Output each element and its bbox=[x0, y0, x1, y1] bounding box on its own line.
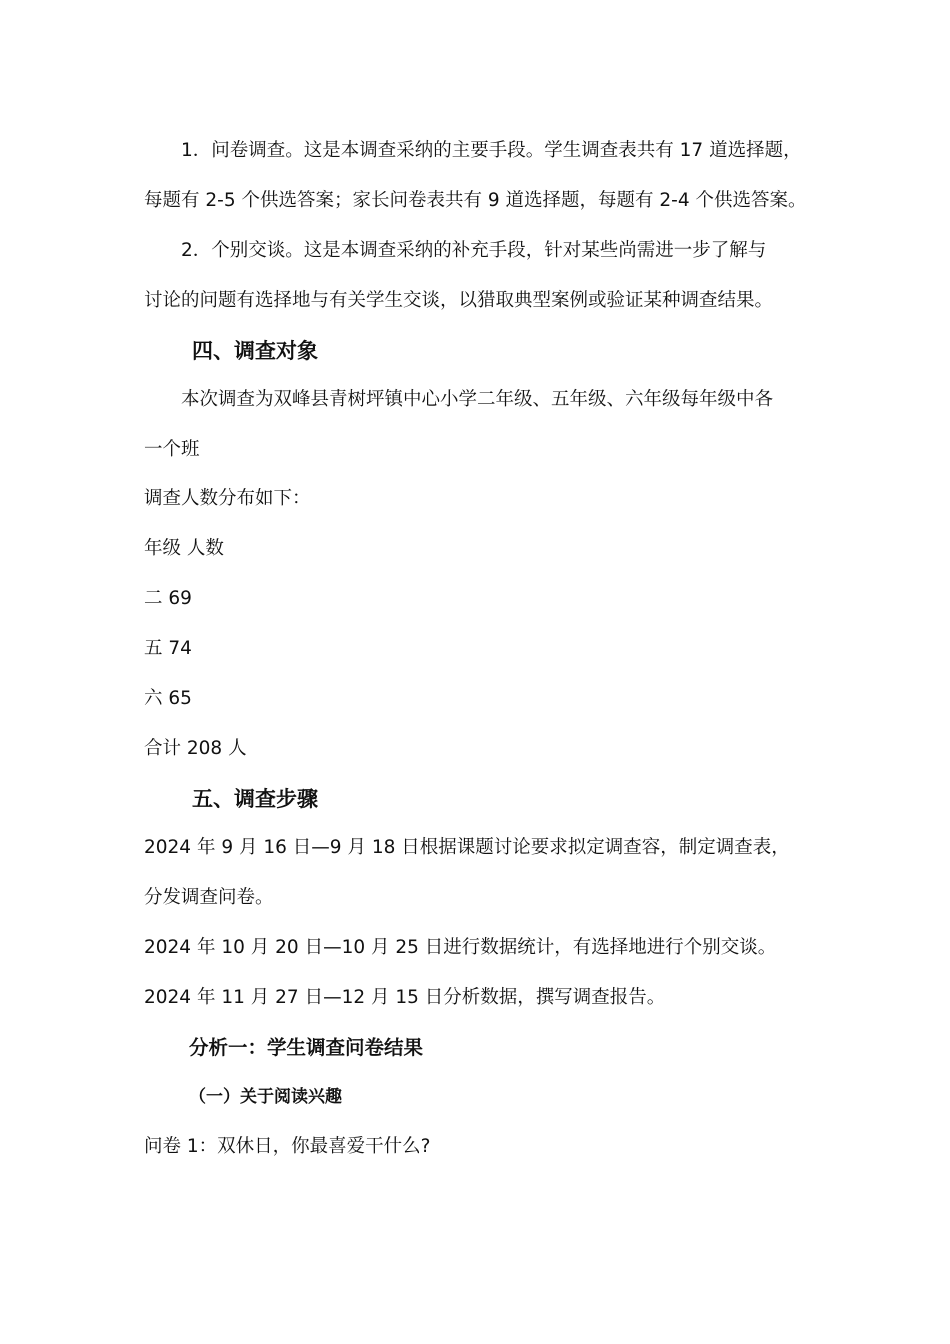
table-header: 年级 人数 bbox=[144, 538, 224, 559]
analysis-subheading: （一）关于阅读兴趣 bbox=[189, 1087, 342, 1107]
step-3: 2024 年 11 月 27 日—12 月 15 日分析数据，撰写调查报告。 bbox=[144, 987, 666, 1008]
step-1-line-2: 分发调查问卷。 bbox=[144, 887, 274, 908]
distribution-label: 调查人数分布如下： bbox=[144, 488, 311, 509]
step-2: 2024 年 10 月 20 日—10 月 25 日进行数据统计，有选择地进行个别交谈。 bbox=[144, 937, 777, 958]
subjects-intro-line-1: 本次调查为双峰县青树坪镇中心小学二年级、五年级、六年级每年级中各 bbox=[181, 389, 774, 410]
question-1: 问卷 1：双休日，你最喜爱干什么? bbox=[144, 1136, 431, 1157]
table-total: 合计 208 人 bbox=[144, 738, 247, 759]
subjects-intro-line-2: 一个班 bbox=[144, 439, 200, 460]
section-heading-subjects: 四、调查对象 bbox=[192, 339, 318, 363]
step-1-line-1: 2024 年 9 月 16 日—9 月 18 日根据课题讨论要求拟定调查容，制定调查表， bbox=[144, 837, 790, 858]
section-heading-steps: 五、调查步骤 bbox=[192, 787, 318, 811]
method-paragraph-1-line-2: 每题有 2-5 个供选答案；家长问卷表共有 9 道选择题，每题有 2-4 个供选答案。 bbox=[144, 190, 807, 211]
table-row: 二 69 bbox=[144, 588, 192, 609]
analysis-heading: 分析一：学生调查问卷结果 bbox=[189, 1036, 424, 1059]
method-paragraph-2-line-1: 2．个别交谈。这是本调查采纳的补充手段，针对某些尚需进一步了解与 bbox=[181, 240, 767, 261]
method-paragraph-2-line-2: 讨论的问题有选择地与有关学生交谈，以猎取典型案例或验证某种调查结果。 bbox=[144, 290, 774, 311]
table-row: 六 65 bbox=[144, 688, 192, 709]
method-paragraph-1-line-1: 1．问卷调查。这是本调查采纳的主要手段。学生调查表共有 17 道选择题， bbox=[181, 140, 802, 161]
table-row: 五 74 bbox=[144, 638, 192, 659]
